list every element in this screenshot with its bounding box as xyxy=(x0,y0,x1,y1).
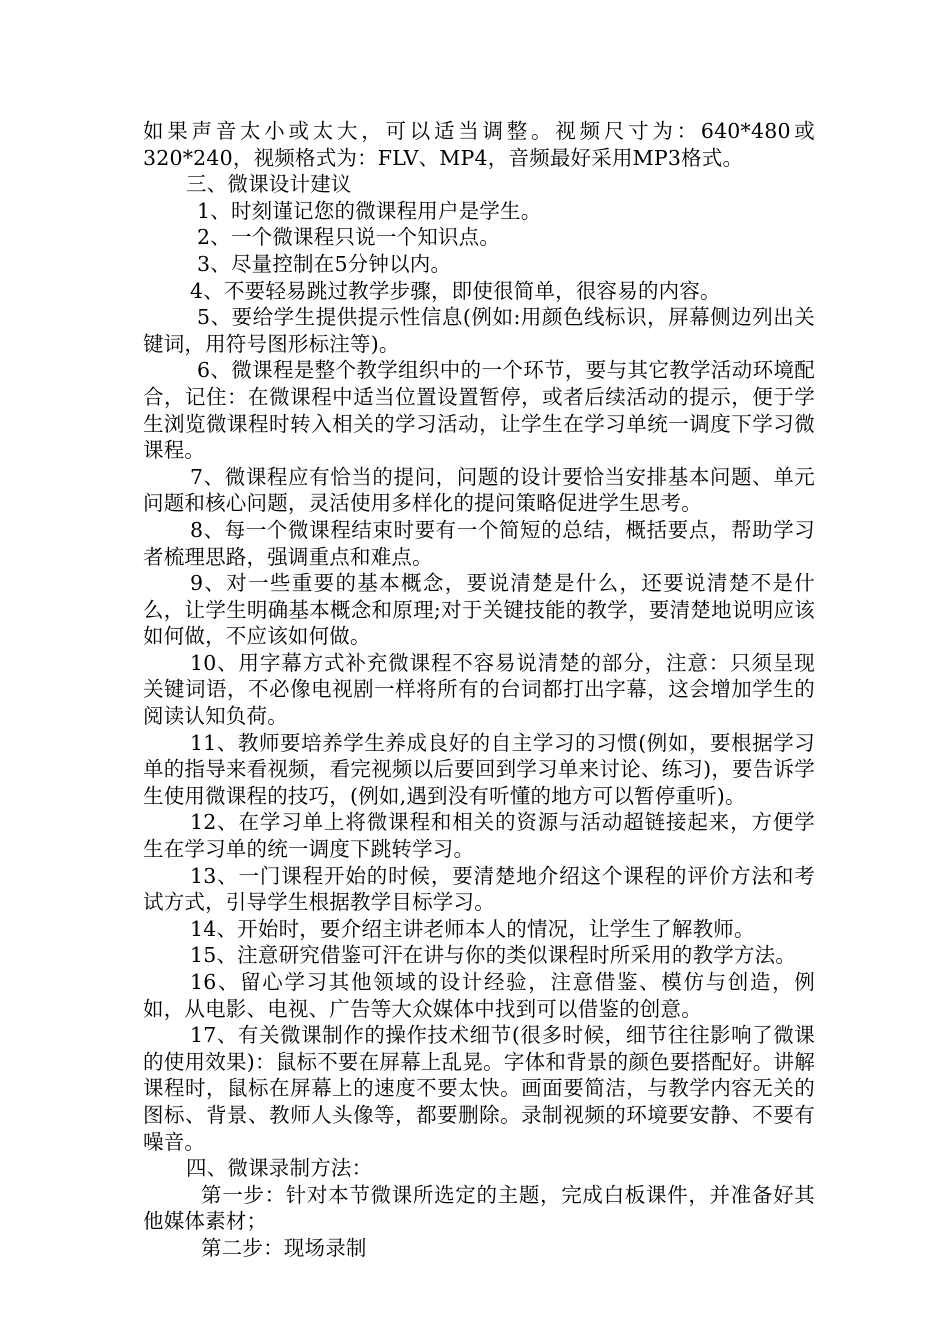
section-heading-recording-method: 四、微课录制方法： xyxy=(186,1156,373,1181)
tip-item-11: 11、教师要培养学生养成良好的自主学习的习惯(例如，要根据学习单的指导来看视频，看完视频以后要回到学习单来讨论、练习)，要告诉学生使用微课程的技巧，(例如,遇到没有听懂的地方可以暂停重听)。 xyxy=(143,730,815,808)
tip-item-17: 17、有关微课制作的操作技术细节(很多时候，细节往往影响了微课的使用效果)：鼠标不要在屏幕上乱晃。字体和背景的颜色要搭配好。讲解课程时，鼠标在屏幕上的速度不要太快。画面要简洁，与教学内容无关的图标、背景、教师人头像等，都要删除。录制视频的环境要安静、不要有噪音。 xyxy=(143,1023,815,1154)
section-heading-design-tips: 三、微课设计建议 xyxy=(186,172,352,197)
tip-item-16: 16、留心学习其他领域的设计经验，注意借鉴、模仿与创造，例如，从电影、电视、广告等大众媒体中找到可以借鉴的创意。 xyxy=(143,970,815,1021)
tip-item-4: 4、不要轻易跳过教学步骤，即使很简单，很容易的内容。 xyxy=(190,278,721,303)
paragraph-intro: 如果声音太小或太大，可以适当调整。视频尺寸为：640*480或320*240，视频格式为：FLV、MP4，音频最好采用MP3格式。 xyxy=(143,119,815,170)
tip-item-12: 12、在学习单上将微课程和相关的资源与活动超链接起来，方便学生在学习单的统一调度下跳转学习。 xyxy=(143,810,815,862)
tip-item-13: 13、一门课程开始的时候，要清楚地介绍这个课程的评价方法和考试方式，引导学生根据教学目标学习。 xyxy=(143,863,815,915)
document-body xyxy=(143,118,815,1262)
tip-item-2: 2、一个微课程只说一个知识点。 xyxy=(197,225,501,250)
tip-item-6: 6、微课程是整个教学组织中的一个环节，要与其它教学活动环境配合，记住：在微课程中适当位置设置暂停，或者后续活动的提示，便于学生浏览微课程时转入相关的学习活动，让学生在学习单统一调度下学习微课程。 xyxy=(143,358,815,463)
tip-item-7: 7、微课程应有恰当的提问，问题的设计要恰当安排基本问题、单元问题和核心问题，灵活使用多样化的提问策略促进学生思考。 xyxy=(143,464,815,516)
tip-item-5: 5、要给学生提供提示性信息(例如:用颜色线标识，屏幕侧边列出关键词，用符号图形标注等)。 xyxy=(143,305,815,356)
tip-item-9: 9、对一些重要的基本概念，要说清楚是什么，还要说清楚不是什么，让学生明确基本概念和原理;对于关键技能的教学，要清楚地说明应该如何做，不应该如何做。 xyxy=(143,571,815,649)
tip-item-14: 14、开始时，要介绍主讲老师本人的情况，让学生了解教师。 xyxy=(190,916,755,941)
tip-item-3: 3、尽量控制在5分钟以内。 xyxy=(197,251,452,276)
tip-item-1: 1、时刻谨记您的微课程用户是学生。 xyxy=(197,198,542,223)
tip-item-10: 10、用字幕方式补充微课程不容易说清楚的部分，注意：只须呈现关键词语，不必像电视剧一样将所有的台词都打出字幕，这会增加学生的阅读认知负荷。 xyxy=(143,650,815,729)
tip-item-15: 15、注意研究借鉴可汗在讲与你的类似课程时所采用的教学方法。 xyxy=(190,943,797,968)
recording-step-1: 第一步：针对本节微课所选定的主题，完成白板课件，并准备好其他媒体素材； xyxy=(143,1182,815,1234)
tip-item-8: 8、每一个微课程结束时要有一个简短的总结，概括要点，帮助学习者梳理思路，强调重点和难点。 xyxy=(143,517,815,569)
recording-step-2: 第二步：现场录制 xyxy=(201,1235,367,1260)
